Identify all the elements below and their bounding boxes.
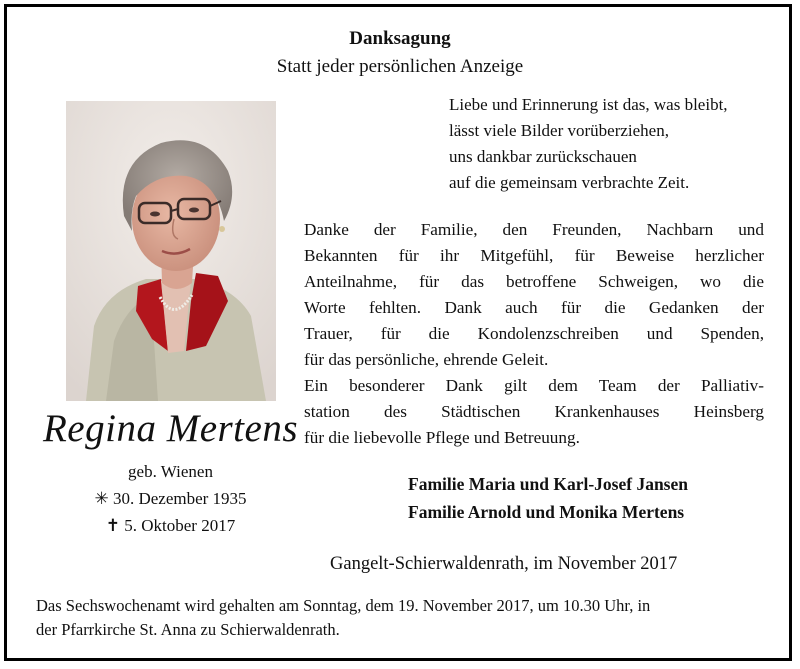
- poem-line: auf die gemeinsam verbrachte Zeit.: [449, 173, 690, 192]
- birth-date: ✳ 30. Dezember 1935: [94, 489, 247, 508]
- poem-line: lässt viele Bilder vorüberziehen,: [449, 121, 669, 140]
- thanks-line: Worte fehlten. Dank auch für die Gedanken der: [304, 298, 764, 317]
- poem-line: uns dankbar zurückschauen: [449, 147, 637, 166]
- thanks-line: Trauer, für die Kondolenzschreiben und Spenden,: [304, 324, 764, 343]
- notice-title: Danksagung: [349, 28, 451, 49]
- service-line: Das Sechswochenamt wird gehalten am Sonntag, dem 19. November 2017, um 10.30 Uhr, in: [36, 596, 651, 615]
- deceased-details: [28, 458, 313, 539]
- family-signatures: [408, 470, 688, 526]
- thanks-line: Danke der Familie, den Freunden, Nachbarn und: [304, 220, 764, 239]
- thanks-line: Anteilnahme, für das betroffene Schweigen, wo die: [304, 272, 764, 291]
- portrait-photo: [66, 101, 276, 401]
- family-line: Familie Arnold und Monika Mertens: [408, 502, 685, 522]
- maiden-name: geb. Wienen: [128, 462, 213, 481]
- death-date: ✝ 5. Oktober 2017: [105, 516, 236, 535]
- notice-subtitle: Statt jeder persönlichen Anzeige: [276, 56, 524, 77]
- service-notice: [36, 594, 766, 642]
- deceased-name: Regina Mertens: [42, 407, 298, 450]
- thanks-line: Bekannten für ihr Mitgefühl, für Beweise herzlicher: [304, 246, 764, 265]
- thanks-text: [304, 217, 764, 451]
- place-date: Gangelt-Schierwaldenrath, im November 2017: [330, 554, 678, 574]
- thanks-line: für das persönliche, ehrende Geleit.: [304, 350, 549, 369]
- service-line: der Pfarrkirche St. Anna zu Schierwaldenrath.: [36, 620, 340, 639]
- portrait-illustration: [66, 101, 276, 401]
- poem-line: Liebe und Erinnerung ist das, was bleibt,: [449, 95, 728, 114]
- thanks-line: für die liebevolle Pflege und Betreuung.: [304, 428, 580, 447]
- poem: [449, 92, 728, 196]
- thanks-line: Ein besonderer Dank gilt dem Team der Palliativ-: [304, 376, 764, 395]
- family-line: Familie Maria und Karl-Josef Jansen: [408, 474, 688, 494]
- thanks-line: station des Städtischen Krankenhauses Heinsberg: [304, 402, 764, 421]
